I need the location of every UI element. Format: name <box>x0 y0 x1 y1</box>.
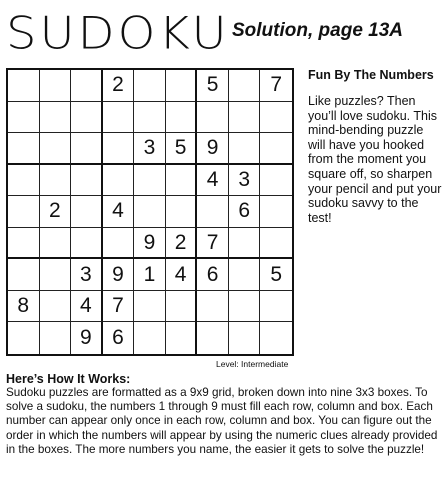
sudoku-cell[interactable] <box>40 70 72 102</box>
sudoku-cell[interactable] <box>103 165 135 197</box>
sudoku-cell[interactable] <box>260 102 292 134</box>
sudoku-cell[interactable] <box>166 70 198 102</box>
sudoku-cell[interactable] <box>166 165 198 197</box>
sudoku-cell[interactable] <box>134 322 166 354</box>
sudoku-cell[interactable] <box>40 322 72 354</box>
sudoku-cell[interactable] <box>197 102 229 134</box>
sudoku-cell: 4 <box>103 196 135 228</box>
sudoku-cell[interactable] <box>134 165 166 197</box>
sudoku-cell[interactable] <box>40 165 72 197</box>
sudoku-cell[interactable] <box>260 165 292 197</box>
instructions-title: Here’s How It Works: <box>6 372 131 386</box>
sudoku-cell[interactable] <box>229 322 261 354</box>
sudoku-cell: 7 <box>260 70 292 102</box>
sudoku-cell[interactable] <box>229 102 261 134</box>
sudoku-cell[interactable] <box>166 196 198 228</box>
sudoku-cell: 6 <box>229 196 261 228</box>
sudoku-cell[interactable] <box>166 102 198 134</box>
sudoku-cell[interactable] <box>166 291 198 323</box>
sudoku-cell: 3 <box>71 259 103 291</box>
sudoku-cell: 5 <box>197 70 229 102</box>
sudoku-cell[interactable] <box>134 291 166 323</box>
sudoku-cell: 8 <box>8 291 40 323</box>
sudoku-cell[interactable] <box>197 291 229 323</box>
sudoku-cell[interactable] <box>40 102 72 134</box>
sudoku-cell[interactable] <box>71 228 103 260</box>
sudoku-cell[interactable] <box>260 228 292 260</box>
instructions <box>6 372 442 457</box>
sudoku-cell[interactable] <box>229 70 261 102</box>
sidebar-title: Fun By The Numbers <box>308 68 434 82</box>
sidebar <box>308 68 443 225</box>
sudoku-cell[interactable] <box>8 133 40 165</box>
sudoku-cell[interactable] <box>103 102 135 134</box>
sudoku-cell: 9 <box>103 259 135 291</box>
sudoku-cell: 9 <box>71 322 103 354</box>
sudoku-cell: 4 <box>166 259 198 291</box>
sudoku-cell[interactable] <box>260 133 292 165</box>
sudoku-cell[interactable] <box>166 322 198 354</box>
sudoku-cell[interactable] <box>229 291 261 323</box>
solution-reference: Solution, page 13A <box>232 20 404 41</box>
sudoku-grid <box>6 68 294 356</box>
sudoku-cell[interactable] <box>229 228 261 260</box>
sudoku-cell[interactable] <box>71 70 103 102</box>
sudoku-cell[interactable] <box>8 165 40 197</box>
sudoku-cell: 7 <box>197 228 229 260</box>
sudoku-cell: 4 <box>197 165 229 197</box>
sudoku-cell: 6 <box>103 322 135 354</box>
sudoku-cell[interactable] <box>40 291 72 323</box>
sudoku-cell[interactable] <box>103 228 135 260</box>
sudoku-cell[interactable] <box>229 133 261 165</box>
sudoku-cell[interactable] <box>134 102 166 134</box>
sudoku-cell[interactable] <box>103 133 135 165</box>
sudoku-cell[interactable] <box>8 196 40 228</box>
sudoku-cell: 1 <box>134 259 166 291</box>
sudoku-cell[interactable] <box>8 228 40 260</box>
sudoku-cell: 2 <box>40 196 72 228</box>
sudoku-cell[interactable] <box>8 259 40 291</box>
sudoku-cell: 7 <box>103 291 135 323</box>
sudoku-cell: 3 <box>229 165 261 197</box>
sudoku-cell[interactable] <box>71 196 103 228</box>
sudoku-cell[interactable] <box>8 70 40 102</box>
sudoku-cell[interactable] <box>40 133 72 165</box>
puzzle-title: SUDOKU <box>6 8 230 60</box>
sudoku-cell[interactable] <box>71 133 103 165</box>
sudoku-cell: 9 <box>197 133 229 165</box>
sudoku-cell[interactable] <box>134 70 166 102</box>
sudoku-cell[interactable] <box>134 196 166 228</box>
sudoku-cell[interactable] <box>40 228 72 260</box>
sudoku-cell[interactable] <box>71 102 103 134</box>
sudoku-cell: 5 <box>260 259 292 291</box>
sudoku-cell: 4 <box>71 291 103 323</box>
sudoku-cell[interactable] <box>8 102 40 134</box>
sudoku-cell: 2 <box>103 70 135 102</box>
sudoku-cell: 2 <box>166 228 198 260</box>
sudoku-cell: 6 <box>197 259 229 291</box>
sudoku-cell[interactable] <box>260 196 292 228</box>
instructions-body: Sudoku puzzles are formatted as a 9x9 grid, broken down into nine 3x3 boxes. To solve a sudoku, the numbers 1 through 9 must fill each row, column and box. Each number can appear only once in each row, column and box. You can figure out the order in which the numbers will appear by using the numeric clues already provided in the boxes. The more numbers you name, the easier it gets to solve the puzzle! <box>6 386 438 456</box>
sudoku-cell[interactable] <box>260 291 292 323</box>
sudoku-cell[interactable] <box>71 165 103 197</box>
sudoku-cell[interactable] <box>8 322 40 354</box>
sudoku-cell[interactable] <box>260 322 292 354</box>
sudoku-cell[interactable] <box>197 196 229 228</box>
sudoku-cell[interactable] <box>229 259 261 291</box>
sudoku-cell: 3 <box>134 133 166 165</box>
sudoku-cell[interactable] <box>40 259 72 291</box>
sudoku-cell: 9 <box>134 228 166 260</box>
sidebar-body: Like puzzles? Then you’ll love sudoku. This mind-bending puzzle will have you hooked from the moment you square off, so sharpen your pencil and put your sudoku savvy to the test! <box>308 94 442 225</box>
sudoku-cell[interactable] <box>197 322 229 354</box>
sudoku-cell: 5 <box>166 133 198 165</box>
difficulty-level: Level: Intermediate <box>216 359 289 369</box>
